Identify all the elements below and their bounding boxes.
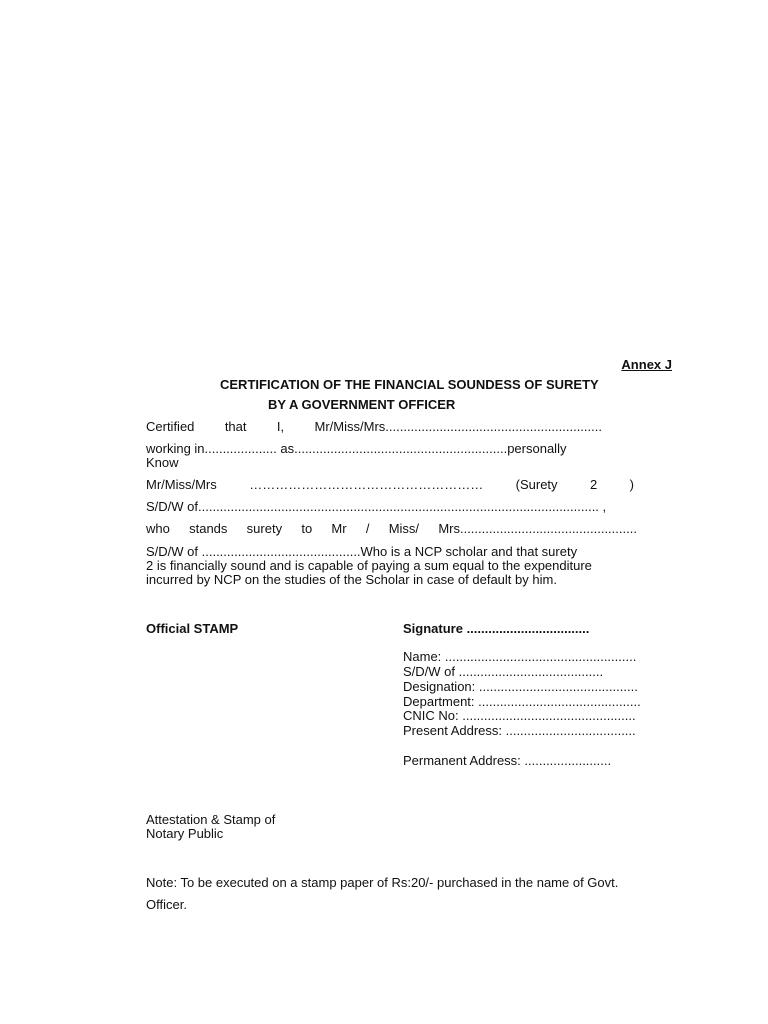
sdw-field: S/D/W of ........................................ bbox=[403, 664, 604, 679]
word: ) bbox=[629, 477, 634, 492]
cnic-field: CNIC No: ................................................ bbox=[403, 708, 636, 723]
word: that bbox=[224, 419, 247, 434]
word: / bbox=[365, 521, 370, 536]
word: Mr bbox=[331, 521, 347, 536]
surety-name-line bbox=[146, 477, 634, 492]
word: I, bbox=[276, 419, 285, 434]
word: Miss/ bbox=[388, 521, 420, 536]
signature-field: Signature .................................. bbox=[403, 621, 590, 636]
working-line: working in.................... as...........................................................personally bbox=[146, 441, 567, 456]
department-field: Department: ............................................. bbox=[403, 694, 641, 709]
word: ……………………………………………… bbox=[249, 477, 484, 492]
permanent-address-field: Permanent Address: ........................ bbox=[403, 753, 612, 768]
word: who bbox=[146, 521, 170, 536]
word: Mr/Miss/Mrs............................................................ bbox=[314, 419, 602, 434]
word: surety bbox=[246, 521, 283, 536]
word: Mrs................................................. bbox=[438, 521, 637, 536]
incurred-line: incurred by NCP on the studies of the Scholar in case of default by him. bbox=[146, 572, 557, 587]
annex-label: Annex J bbox=[621, 357, 672, 372]
word: to bbox=[301, 521, 313, 536]
note-line-2: Officer. bbox=[146, 897, 187, 912]
sdw-scholar-line: S/D/W of ............................................Who is a NCP scholar and that surety bbox=[146, 544, 578, 559]
word: Mr/Miss/Mrs bbox=[146, 477, 217, 492]
sdw-line: S/D/W of............................................................................................................... , bbox=[146, 499, 607, 514]
present-address-field: Present Address: .................................... bbox=[403, 723, 636, 738]
official-stamp-label: Official STAMP bbox=[146, 621, 239, 636]
attestation-label: Attestation & Stamp of bbox=[146, 812, 276, 827]
financially-sound-line: 2 is financially sound and is capable of paying a sum equal to the expenditure bbox=[146, 558, 592, 573]
notary-public-label: Notary Public bbox=[146, 826, 224, 841]
word: (Surety bbox=[515, 477, 558, 492]
word: stands bbox=[189, 521, 228, 536]
certified-line bbox=[146, 419, 602, 434]
name-field: Name: ..................................................... bbox=[403, 649, 637, 664]
word: 2 bbox=[589, 477, 598, 492]
document-title-line-1: CERTIFICATION OF THE FINANCIAL SOUNDESS OF SURETY bbox=[220, 377, 599, 392]
who-stands-surety-line bbox=[146, 521, 637, 536]
document-title-line-2: BY A GOVERNMENT OFFICER bbox=[268, 397, 456, 412]
word: Certified bbox=[146, 419, 195, 434]
designation-field: Designation: ............................................ bbox=[403, 679, 638, 694]
know-line: Know bbox=[146, 455, 179, 470]
note-line-1: Note: To be executed on a stamp paper of Rs:20/- purchased in the name of Govt. bbox=[146, 875, 619, 890]
